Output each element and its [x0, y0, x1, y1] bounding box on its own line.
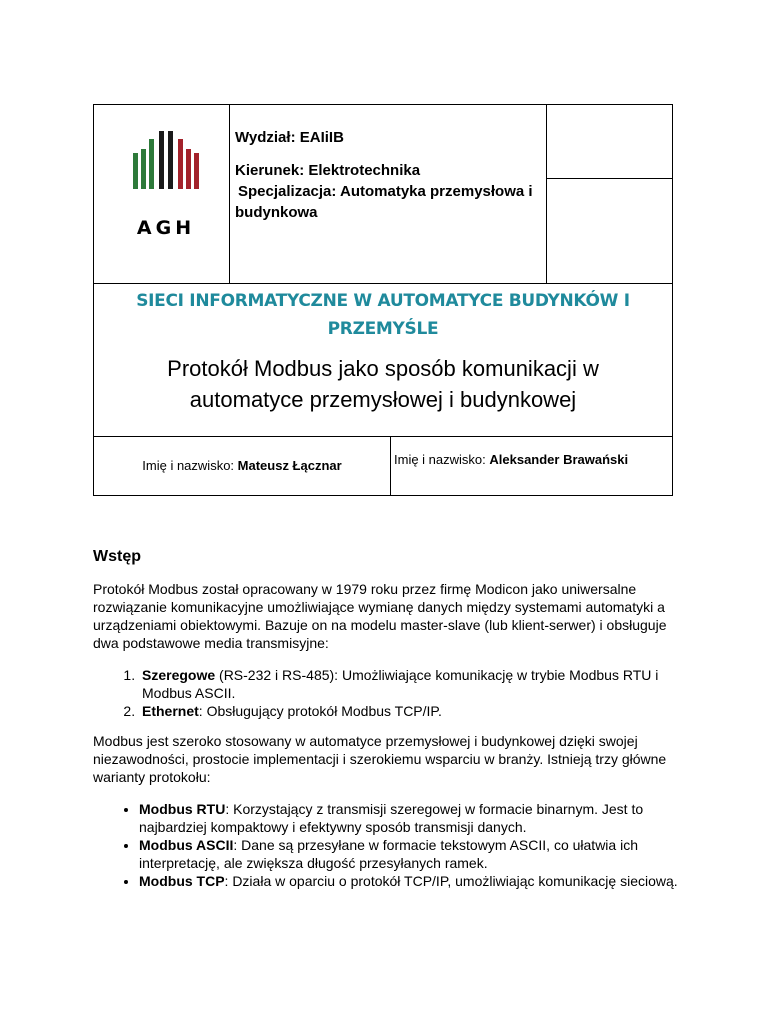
- table-divider: [546, 105, 547, 283]
- course-title: SIECI INFORMATYCZNE W AUTOMATYCE BUDYNKÓW I PRZEMYŚLE: [136, 291, 630, 339]
- list-item: • Modbus ASCII: Dane są przesyłane w formacie tekstowym ASCII, co ułatwia ich interpretację, ale zwiększa długość przesyłanych ramek.: [139, 836, 683, 872]
- document-body: [93, 548, 683, 902]
- table-divider: [546, 178, 672, 179]
- paragraph: Modbus jest szeroko stosowany w automatyce przemysłowej i budynkowej dzięki swojej niezawodności, prostocie implementacji i szerokiemu wsparciu w branży. Istnieją trzy główne warianty protokołu:: [93, 733, 667, 785]
- agh-logo: [130, 133, 202, 237]
- author-cell-2: [391, 451, 674, 469]
- author-name: Aleksander Brawański: [489, 452, 629, 467]
- author-cell-1: [94, 457, 390, 475]
- specialization-label: Specjalizacja: Automatyka przemysłowa i budynkowa: [235, 183, 533, 221]
- intro-paragraph: Protokół Modbus został opracowany w 1979 roku przez firmę Modicon jako uniwersalne rozwiązanie komunikacyjne umożliwiające wymianę danych między systemami automatyki a urządzeniami obiektowymi. Bazuje on na modelu master-slave (lub klient-serwer) i obsługuje dwa podstawowe media transmisyjne:: [93, 581, 667, 651]
- field-label: Kierunek: Elektrotechnika: [235, 162, 421, 179]
- faculty-info: [235, 127, 535, 223]
- report-title: Protokół Modbus jako sposób komunikacji w automatyce przemysłowej i budynkowej: [167, 356, 599, 412]
- list-item: 1. Szeregowe (RS-232 i RS-485): Umożliwiające komunikację w trybie Modbus RTU i Modbus ASCII.: [139, 666, 683, 702]
- media-list: [93, 666, 683, 720]
- logo-text: AGH: [136, 217, 196, 239]
- faculty-label: Wydział: EAIiIB: [235, 129, 344, 146]
- table-divider: [94, 436, 672, 437]
- author-name: Mateusz Łącznar: [237, 458, 342, 473]
- variants-list: [93, 800, 683, 890]
- table-divider: [229, 105, 230, 283]
- list-item: • Modbus TCP: Działa w oparciu o protokół TCP/IP, umożliwiając komunikację sieciową.: [139, 872, 683, 890]
- author-label: Imię i nazwisko:: [142, 458, 235, 473]
- author-label: Imię i nazwisko:: [394, 452, 486, 467]
- table-divider: [94, 283, 672, 284]
- title-table: [93, 104, 673, 496]
- section-heading: Wstęp: [93, 548, 141, 565]
- list-item: 2. Ethernet: Obsługujący protokół Modbus TCP/IP.: [139, 702, 683, 720]
- list-item: • Modbus RTU: Korzystający z transmisji szeregowej w formacie binarnym. Jest to najbardziej kompaktowy i efektywny sposób transmisji danych.: [139, 800, 683, 836]
